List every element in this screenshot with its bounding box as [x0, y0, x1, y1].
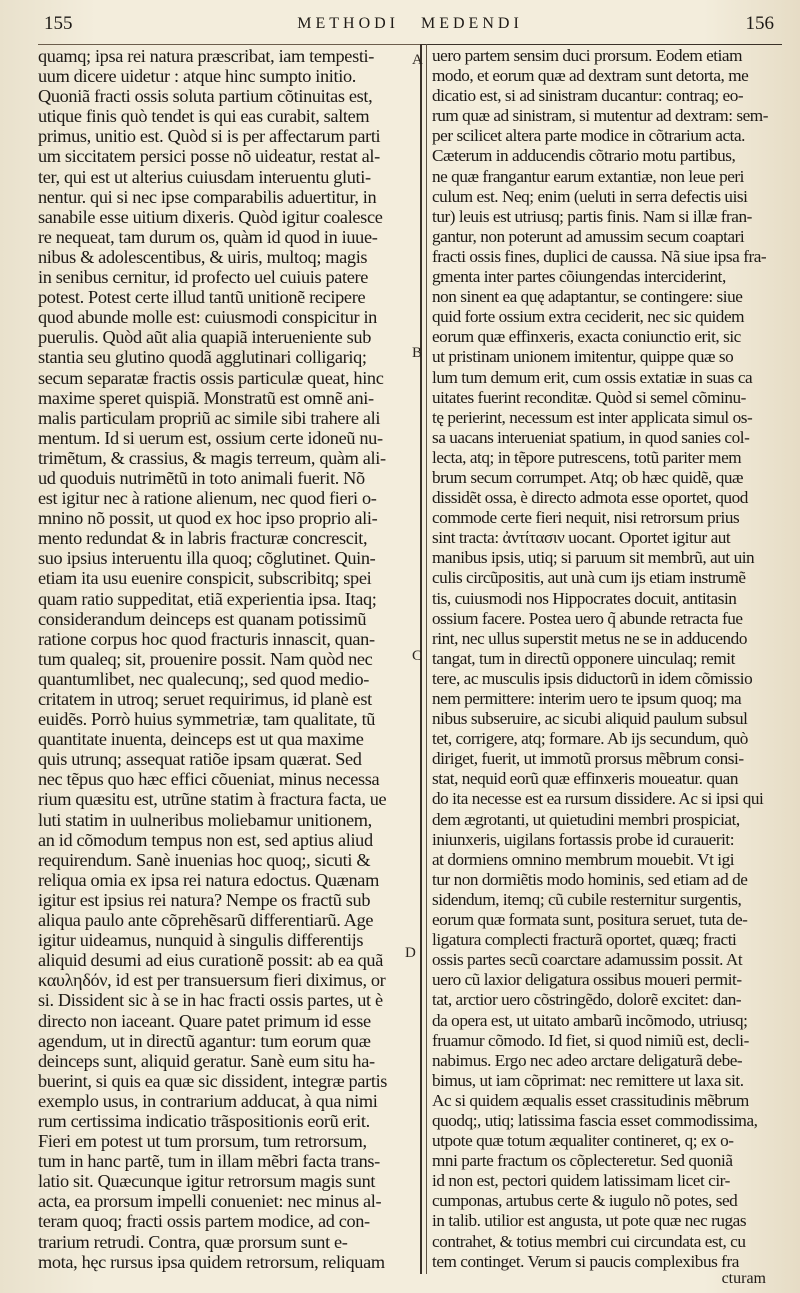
text-line: nibus subseruire, ac sicubi aliquid paulum subsul — [432, 709, 748, 729]
text-line: luti statim in uulneribus moliebamur unitionem, — [38, 809, 372, 830]
text-line: cumponas, artubus certe & iugulo nõ potes, sed — [432, 1191, 738, 1211]
text-line: ut pristinam unionem imitentur, quippe quæ so — [432, 347, 734, 367]
text-line: quamq; ipsa rei natura præscribat, iam tempesti- — [38, 46, 375, 66]
text-line: brum secum corrumpet. Atq; ob hæc quidẽ, quæ — [432, 467, 744, 487]
text-line: puerulis. Quòd aũt alia quapiã interueniente sub — [38, 327, 371, 348]
header-rule-right — [420, 44, 782, 45]
text-line: Ac si quidem æqualis esset crassitudinis mẽbrum — [432, 1090, 749, 1110]
text-line: eorum quæ effinxeris, exacta coniunctio erit, sic — [432, 327, 741, 347]
text-line: trimẽtum, & crassius, & magis terreum, quàm ali- — [38, 447, 386, 468]
text-line: nentur. qui si nec ipse comparabilis aduertitur, in — [38, 186, 377, 207]
text-line: trarium retrudi. Contra, quæ prorsum sunt e- — [38, 1231, 348, 1252]
text-line: contrahet, & totius membri cui circundata est, cu — [432, 1231, 746, 1251]
margin-marker-d: D — [405, 945, 416, 961]
text-line: rium quæsitu est, utrũne statim à fractura facta, ue — [38, 789, 387, 810]
text-line: agendum, ut in directũ agantur: tum eorum quæ — [38, 1030, 371, 1051]
text-line: in talib. utilior est angusta, ut pote quæ nec rugas — [432, 1211, 747, 1231]
text-line: dissidẽt ossa, è directo admota esse oportet, quod — [432, 488, 748, 508]
page-number-left: 155 — [44, 13, 73, 34]
text-line: tur non dormiẽtis modo hominis, sed etiam ad de — [432, 869, 748, 889]
text-line: rum quæ ad sinistram, si mutentur ad dextram: sem- — [432, 106, 768, 126]
text-line: καυληδόν, id est per transuersum fieri diximus, or — [38, 970, 386, 991]
text-line: Fieri em potest ut tum prorsum, tum retrorsum, — [38, 1131, 367, 1152]
text-line: etiam ita usu euenire conspicit, subscribitq; spei — [38, 568, 372, 589]
text-line: malis particulam propriũ ac simile sibi trahere ali — [38, 407, 381, 428]
text-line: Cæterum in adducendis cõtrario motu partibus, — [432, 146, 736, 166]
text-line: culum est. Neq; enim (ueluti in serra defectis uisi — [432, 186, 748, 206]
text-line: eorum quæ formata sunt, positura seruet, tuta de- — [432, 910, 748, 930]
text-line: tat, arctior uero cõstringẽdo, dolorẽ excitet: dan- — [432, 990, 742, 1010]
margin-marker-b: B — [412, 345, 423, 361]
text-line: dem ægrotanti, ut quietudini membri prospiciat, — [432, 809, 740, 829]
header-rule-left — [38, 44, 420, 45]
text-line: mni parte fractum os cõplecteretur. Sed quoniã — [432, 1151, 733, 1171]
text-line: culis circũpositis, aut unà cum ijs etiam instrumẽ — [432, 568, 746, 588]
text-line: in senibus cernitur, id profecto uel cuiuis patere — [38, 267, 369, 288]
text-line: requirendum. Sanè inuenias hoc quoq;, sicuti & — [38, 849, 371, 870]
text-line: euidẽs. Porrò huius symmetriæ, tam qualitate, tũ — [38, 709, 376, 730]
text-line: at dormiens omnino membrum mouebit. Vt igi — [432, 849, 735, 869]
text-line: rum certissima indicatio trãspositionis eorũ erit. — [38, 1110, 370, 1131]
text-line: acta, ea prorsum impelli conueniet: nec minus al- — [38, 1191, 382, 1212]
text-line: dicatio est, si ad sinistram ducantur: contraq; eo- — [432, 86, 744, 106]
text-line: commode certe fieri nequit, nisi retrorsum prius — [432, 508, 740, 528]
text-line: bimus, ut iam cõprimat: nec remittere ut laxa sit. — [432, 1070, 744, 1090]
text-line: diriget, fuerit, ut immotũ prorsus mẽbrum consi- — [432, 749, 744, 769]
text-line: uitates fuerint reconditæ. Quòd si semel cõminu- — [432, 387, 746, 407]
text-line: modo, et eorum quæ ad dextram sunt detorta, me — [432, 66, 749, 86]
text-line: quam ratio suppeditat, etiã experientia ipsa. Itaq; — [38, 588, 377, 609]
text-line: aliquid desumi ad eius curationẽ possit: ab ea quã — [38, 950, 383, 971]
text-line: si. Dissident sic à se in hac fracti ossis partes, ut è — [38, 990, 383, 1011]
catchword: cturam — [721, 1270, 766, 1287]
text-line: suo ipsius interuentu illa quoq; cõglutinet. Quin- — [38, 548, 376, 569]
text-line: stantia seu glutino quodã agglutinari colligariq; — [38, 347, 367, 368]
text-line: nibus & adolescentibus, & uiris, multoq; magis — [38, 246, 368, 267]
text-line: stat, nequid eorũ quæ effinxeris moueatur. quan — [432, 769, 738, 789]
text-line: sanabile esse uitium dixeris. Quòd igitur coalesce — [38, 206, 383, 227]
text-line: ud quoduis nutrimẽtũ in toto animali fuerit. Nõ — [38, 467, 365, 488]
text-line: uero cũ laxior deligatura ossibus moueri permit- — [432, 970, 742, 990]
text-line: sint tracta: ἀντίτασιν uocant. Oportet igitur aut — [432, 528, 731, 548]
text-line: quodq;, utiq; latissima fascia esset commodissima, — [432, 1110, 758, 1130]
text-line: fruamur cõmodo. Id fiet, si quod nimiũ est, decli- — [432, 1030, 749, 1050]
text-line: tis, cuiusmodi nos Hippocrates docuit, antitasin — [432, 588, 737, 608]
text-line: Quoniã fracti ossis soluta partium cõtinuitas est, — [38, 86, 373, 107]
text-line: buerint, si quis ea quæ sic dissident, integræ partis — [38, 1070, 388, 1091]
right-text-column — [432, 46, 782, 1272]
text-line: directo non iaceant. Quare patet primum id esse — [38, 1010, 371, 1031]
margin-marker-c: C — [412, 648, 423, 664]
text-line: quid forte ossium extra ceciderit, nec sic quidem — [432, 307, 745, 327]
text-line: quantumlibet, nec qualecunq;, sed quod medio- — [38, 668, 369, 689]
text-line: do ita necesse est ea rursum dissidere. Ac si ipsi qui — [432, 789, 764, 809]
text-line: uum dicere uidetur : atque hinc sumpto initio. — [38, 66, 356, 87]
text-line: gantur, non poterunt ad amussim secum coaptari — [432, 226, 745, 246]
text-line: ossium facere. Postea uero q̃ abunde retracta fue — [432, 608, 743, 628]
text-line: rint, nec ullus superstit metus ne se in adducendo — [432, 628, 747, 648]
text-line: manibus ipsis, utiq; si paruum sit membrũ, aut uin — [432, 548, 755, 568]
text-line: quis utrunq; assequat ratiõe ipsam quærat. Sed — [38, 749, 362, 770]
text-line: ligatura complecti fracturã oportet, quæq; fracti — [432, 930, 737, 950]
text-line: quantitate inuenta, deinceps est ut qua maxime — [38, 729, 364, 750]
text-line: tum in hanc partẽ, tum in illam mẽbri facta trans- — [38, 1151, 380, 1172]
text-line: sa uacans interueniat spatium, in quod sanies col- — [432, 427, 750, 447]
text-line: uero partem sensim duci prorsum. Eodem etiam — [432, 46, 743, 65]
text-line: critatem in utroq; seruet requirimus, id planè est — [38, 689, 372, 709]
text-line: tem continget. Verum si paucis complexibus fra — [432, 1251, 739, 1271]
text-line: utpote quæ totum æqualiter contineret, q; ex o- — [432, 1131, 734, 1151]
text-line: exemplo usus, in contrarium adducat, à qua nimi — [38, 1090, 378, 1111]
text-line: ter, qui est ut alterius cuiusdam interuentu gluti- — [38, 166, 371, 187]
text-line: quod abunde molle est: cuiusmodi conspicitur in — [38, 307, 377, 328]
text-line: per scilicet altera parte modice in cõtrarium acta. — [432, 126, 745, 146]
text-line: tę perierint, necessum est inter applicata simul os- — [432, 407, 753, 427]
text-line: lum tum demum erit, cum ossis extatiæ in suas ca — [432, 367, 753, 387]
text-line: tet, corrigere, atq; formare. Ab ijs secundum, quò — [432, 729, 748, 749]
text-line: sidendum, itemq; cũ cubile resternitur surgentis, — [432, 889, 742, 909]
margin-marker-a: A — [412, 52, 423, 68]
text-line: aliqua paulo ante cõprehẽsarũ differentiarũ. Age — [38, 910, 374, 931]
text-line: utique finis quò tendet is qui eas curabit, saltem — [38, 106, 370, 127]
text-line: nem permittere: interim uero te ipsum quoq; ma — [432, 689, 742, 708]
text-line: ne quæ frangantur earum extantiæ, non leue peri — [432, 166, 744, 186]
text-line: est igitur nec à ratione alienum, nec quod fieri o- — [38, 488, 377, 509]
text-line: an id cõmodum tempus non est, sed aptius aliud — [38, 829, 373, 850]
text-line: igitur uideamus, nunquid à singulis differentijs — [38, 930, 364, 951]
text-line: re nequeat, tam durum os, quàm id quod in iuue- — [38, 226, 378, 247]
text-line: tere, ac musculis ipsis diductorũ in idem cõmissio — [432, 668, 753, 688]
text-line: fracti ossis fines, duplici de caussa. Nã siue ipsa fra- — [432, 246, 767, 266]
text-line: ratione corpus hoc quod fracturis innascit, quan- — [38, 628, 375, 649]
running-title: METHODI MEDENDI — [297, 15, 523, 32]
text-line: potest. Potest certe illud tantũ unitionẽ recipere — [38, 287, 366, 308]
text-line: um siccitatem persici posse nõ uideatur, restat al- — [38, 146, 380, 167]
text-line: tum qualeq; sit, prouenire possit. Nam quòd nec — [38, 648, 373, 669]
text-line: nec tẽpus quo hæc effici cõueniat, minus necessa — [38, 769, 380, 790]
text-line: maxime speret quispiã. Monstratũ est omnẽ ani- — [38, 387, 374, 408]
text-line: mentum. Id si uerum est, ossium certe idoneũ nu- — [38, 427, 383, 448]
text-line: iniunxeris, uigilans fortassis probe id curauerit: — [432, 829, 735, 849]
text-line: tangat, tum in directũ opponere uinculaq; remit — [432, 648, 735, 668]
text-line: latio sit. Quæcunque igitur retrorsum magis sunt — [38, 1171, 376, 1192]
text-line: non sinent ea quę adaptantur, se contingere: siue — [432, 287, 743, 307]
text-line: reliqua omia ex ipsa rei natura edoctus. Quænam — [38, 869, 379, 890]
text-line: ossis partes secũ coarctare adamussim possit. At — [432, 950, 743, 970]
text-line: deinceps sunt, aliquid geratur. Sanè eum situ ha- — [38, 1050, 375, 1071]
text-line: primus, unitio est. Quòd si is per affectarum parti — [38, 126, 381, 147]
text-line: mnino nõ possit, ut quod ex hoc ipso proprio ali- — [38, 508, 378, 529]
text-line: da opera est, ut uitato ambarũ incõmodo, utriusq; — [432, 1010, 748, 1030]
text-line: lecta, atq; in tẽpore putrescens, totũ pariter mem — [432, 447, 742, 467]
text-line: teram quoq; fracti ossis partem modice, ad con- — [38, 1211, 370, 1232]
text-line: gmenta inter partes cõiungendas interciderint, — [432, 267, 726, 287]
text-line: igitur est ipsius rei natura? Nempe os fractũ sub — [38, 889, 371, 910]
text-line: id non est, pectori quidem latissimam licet cir- — [432, 1171, 730, 1191]
left-text-column — [38, 46, 418, 1272]
running-header — [40, 10, 780, 40]
text-line: secum separatæ fractis ossis particulæ queat, hinc — [38, 367, 384, 388]
text-line: mento redundat & in labris fracturæ concrescit, — [38, 528, 368, 549]
page-number-right: 156 — [745, 13, 774, 34]
text-line: mota, hęc rursus ipsa quidem retrorsum, reliquam — [38, 1251, 385, 1272]
text-line: nabimus. Ergo nec adeo arctare deligaturã debe- — [432, 1050, 743, 1070]
text-line: considerandum deinceps est quanam potissimũ — [38, 608, 367, 629]
text-line: tur) leuis est utriusq; partis finis. Nam si illæ fran- — [432, 206, 752, 226]
column-divider-inner — [426, 44, 427, 1274]
